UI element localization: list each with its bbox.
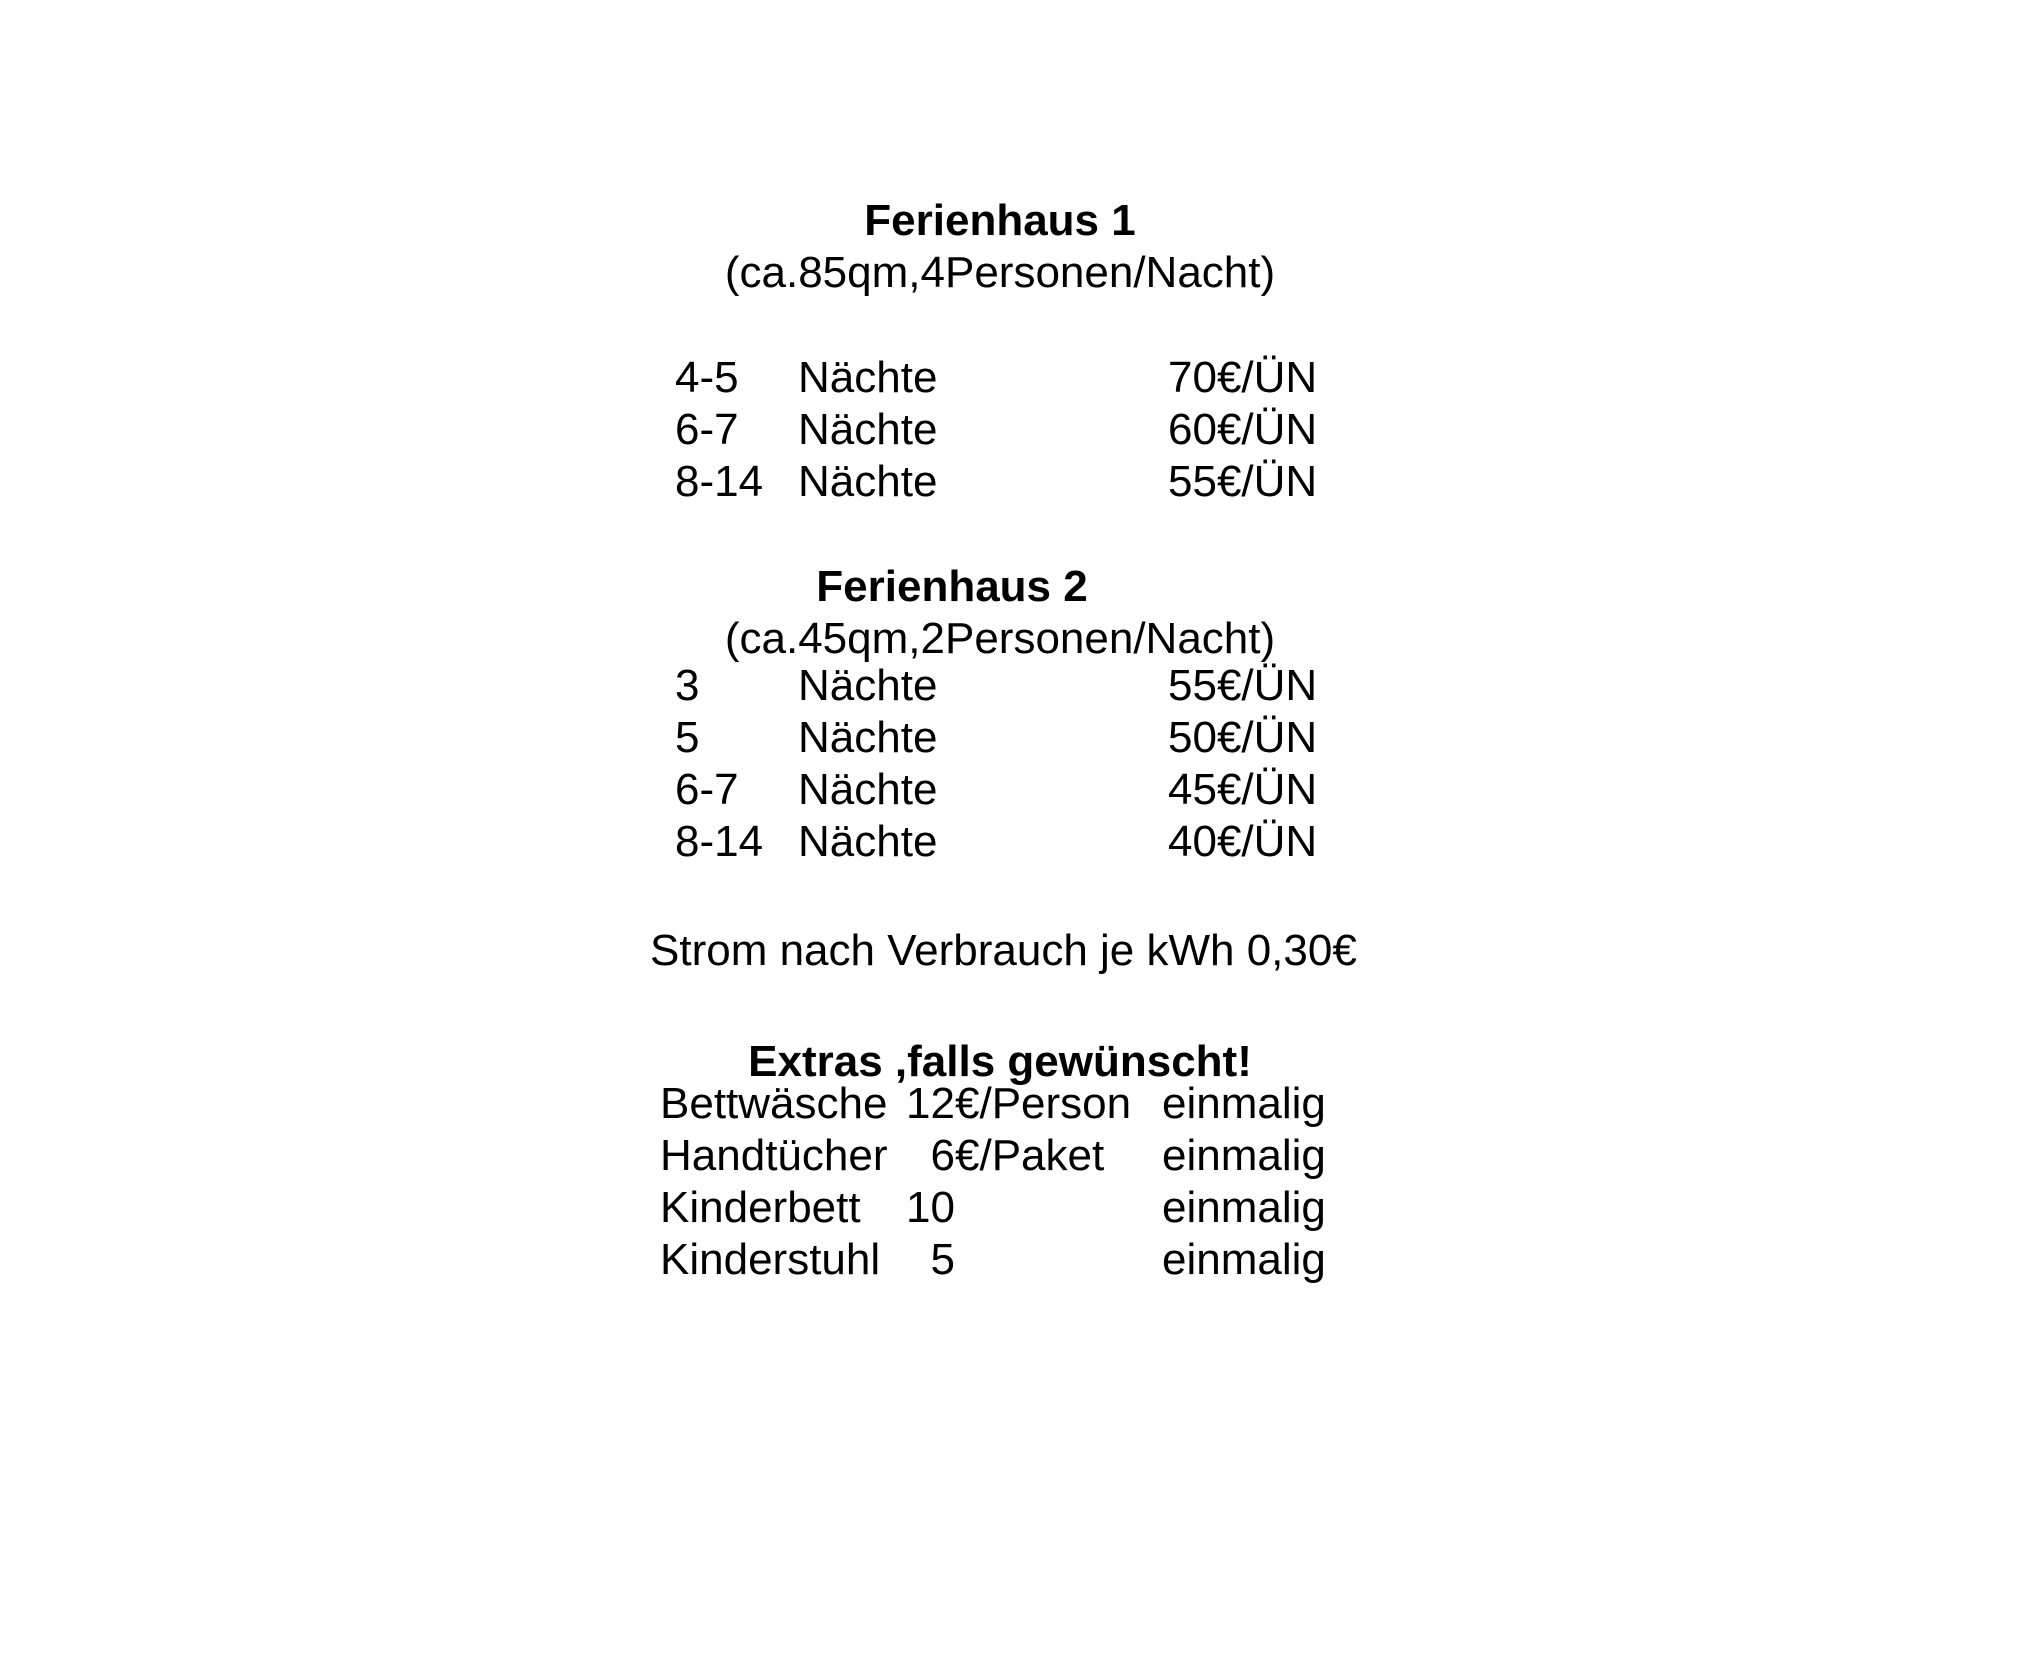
nights-range: 3	[675, 661, 700, 710]
extra-label: Kinderbett	[660, 1183, 861, 1232]
nights-range: 8-14	[675, 817, 764, 866]
house2-subtitle: (ca.45qm,2Personen/Nacht)	[724, 614, 1276, 663]
extra-amount: 6	[930, 1131, 955, 1180]
price-list-document	[650, 195, 1357, 1286]
extras-table	[650, 1078, 1350, 1286]
extra-amount: 5	[930, 1235, 955, 1284]
nightly-price: 70€/ÜN	[1168, 353, 1318, 402]
nightly-price: 40€/ÜN	[1168, 817, 1318, 866]
table-row	[650, 1078, 1350, 1130]
table-row	[650, 816, 1350, 868]
nightly-price: 55€/ÜN	[1168, 661, 1318, 710]
extra-amount: 12	[906, 1079, 955, 1128]
nights-range: 5	[675, 713, 700, 762]
table-row	[650, 764, 1350, 816]
nightly-price: 60€/ÜN	[1168, 405, 1318, 454]
nights-unit: Nächte	[798, 765, 938, 814]
extra-label: Handtücher	[660, 1131, 888, 1180]
extras-title: Extras ,falls gewünscht!	[748, 1037, 1252, 1086]
table-row	[650, 1130, 1350, 1182]
table-row	[650, 1234, 1350, 1286]
nights-range: 6-7	[675, 405, 739, 454]
table-row	[650, 660, 1350, 712]
extra-unit	[955, 1182, 1162, 1234]
extra-label: Bettwäsche	[660, 1079, 888, 1128]
table-row	[650, 404, 1350, 456]
house1-rate-table	[650, 352, 1350, 508]
table-row	[650, 1182, 1350, 1234]
extra-amount: 10	[906, 1183, 955, 1232]
nightly-price: 55€/ÜN	[1168, 457, 1318, 506]
nights-range: 4-5	[675, 353, 739, 402]
house1-title: Ferienhaus 1	[864, 196, 1136, 245]
house1-subtitle: (ca.85qm,4Personen/Nacht)	[724, 248, 1276, 297]
table-row	[650, 352, 1350, 404]
extra-unit	[955, 1234, 1162, 1286]
house2-rate-table	[650, 660, 1350, 868]
table-row	[650, 456, 1350, 508]
electricity-note: Strom nach Verbrauch je kWh 0,30€	[650, 926, 1357, 975]
extra-unit: €/Paket	[955, 1131, 1105, 1180]
extra-unit: €/Person	[955, 1079, 1132, 1128]
nights-unit: Nächte	[798, 405, 938, 454]
extra-note: einmalig	[1162, 1183, 1326, 1232]
nights-unit: Nächte	[798, 661, 938, 710]
table-row	[650, 712, 1350, 764]
nights-unit: Nächte	[798, 817, 938, 866]
nights-range: 8-14	[675, 457, 764, 506]
nights-unit: Nächte	[798, 353, 938, 402]
nights-range: 6-7	[675, 765, 739, 814]
nightly-price: 50€/ÜN	[1168, 713, 1318, 762]
nights-unit: Nächte	[798, 713, 938, 762]
nights-unit: Nächte	[798, 457, 938, 506]
extra-note: einmalig	[1162, 1079, 1326, 1128]
nightly-price: 45€/ÜN	[1168, 765, 1318, 814]
extra-note: einmalig	[1162, 1235, 1326, 1284]
house2-title: Ferienhaus 2	[816, 562, 1088, 611]
extra-note: einmalig	[1162, 1131, 1326, 1180]
extra-label: Kinderstuhl	[660, 1235, 881, 1284]
